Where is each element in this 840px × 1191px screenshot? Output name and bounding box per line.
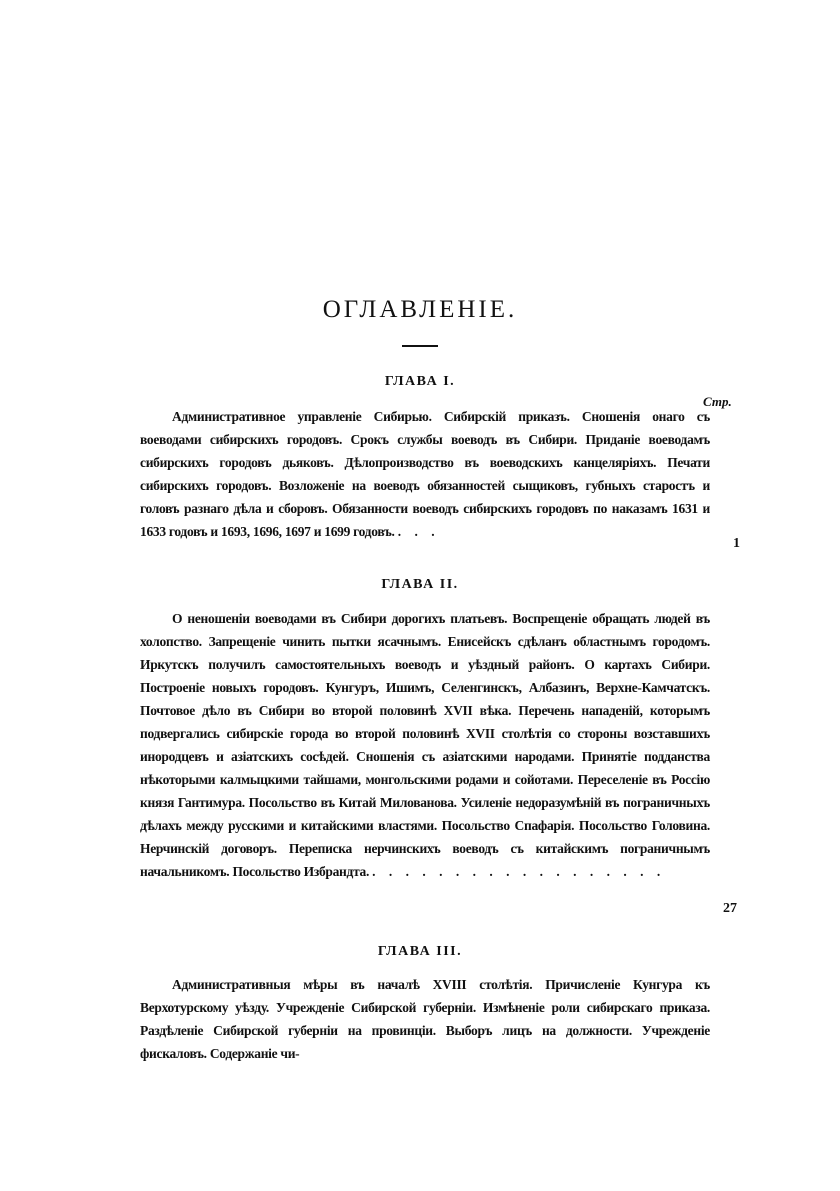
chapter-2-leader: . . . . . . . . . . . . . . . . . . [372, 864, 666, 879]
chapter-2-summary [140, 607, 710, 883]
page-column-label: Стр. [703, 394, 732, 409]
chapter-1-page-number: 1 [733, 536, 740, 551]
page-title: ОГЛАВЛЕНІЕ. [322, 296, 518, 323]
chapter-3-summary [140, 973, 710, 1065]
chapter-2-text: О неношеніи воеводами въ Сибири дорогихъ платьевъ. Воспрещеніе обращать людей въ холопство. Запрещеніе чинить пытки ясачнымъ. Енисейскъ сдѣланъ областнымъ городомъ. Иркутскъ получилъ самостоятельныхъ воеводъ и уѣздный районъ. О картахъ Сибири. Построеніе новыхъ городовъ. Кунгуръ, Ишимъ, Селенгинскъ, Албазинъ, Верхне-Камчатскъ. Почтовое дѣло въ Сибири во второй половинѣ XVII вѣка. Перечень нападеній, которымъ подвергались сибирскіе города во второй половинѣ XVII столѣтія со стороны возставшихъ инородцевъ и азіатскихъ сосѣдей. Сношенія съ азіатскими народами. Принятіе подданства нѣкоторыми калмыцкими тайшами, монгольскими родами и сойотами. Переселеніе въ Россію князя Гантимура. Посольство въ Китай Милованова. Усиленіе недоразумѣній въ пограничныхъ дѣлахъ между русскими и китайскими властями. Посольство Спафарія. Посольство Головина. Нерчинскій договоръ. Переписка нерчинскихъ воеводъ съ китайскимъ пограничнымъ начальникомъ. Посольство Избрандта. [140, 611, 710, 879]
chapter-1-summary [140, 405, 710, 543]
chapter-2-title: ГЛАВА II. [381, 577, 459, 592]
chapter-2-page-number: 27 [723, 901, 737, 916]
chapter-1-text: Административное управленіе Сибирью. Сибирскій приказъ. Сношенія онаго съ воеводами сибирскихъ городовъ. Срокъ службы воеводъ въ Сибири. Приданіе воеводамъ сибирскихъ городовъ дьяковъ. Дѣлопроизводство въ воеводскихъ канцеляріяхъ. Печати сибирскихъ городовъ. Возложеніе на воеводъ обязанностей сыщиковъ, губныхъ старостъ и головъ разнаго дѣла и сборовъ. Обязанности воеводъ сибирскихъ городовъ по наказамъ 1631 и 1633 годовъ и 1693, 1696, 1697 и 1699 годовъ. [140, 409, 710, 539]
title-rule [402, 345, 438, 347]
chapter-1-leader: . . . [397, 524, 440, 539]
chapter-3-text: Административныя мѣры въ началѣ XVIII столѣтія. Причисленіе Кунгура къ Верхотурскому уѣзду. Учрежденіе Сибирской губерніи. Измѣненіе роли сибирскаго приказа. Раздѣленіе Сибирской губерніи на провинціи. Выборъ лицъ на должности. Учрежденіе фискаловъ. Содержаніе чи- [140, 977, 710, 1061]
chapter-3-title: ГЛАВА III. [377, 944, 463, 959]
chapter-1-title: ГЛАВА I. [384, 374, 456, 389]
